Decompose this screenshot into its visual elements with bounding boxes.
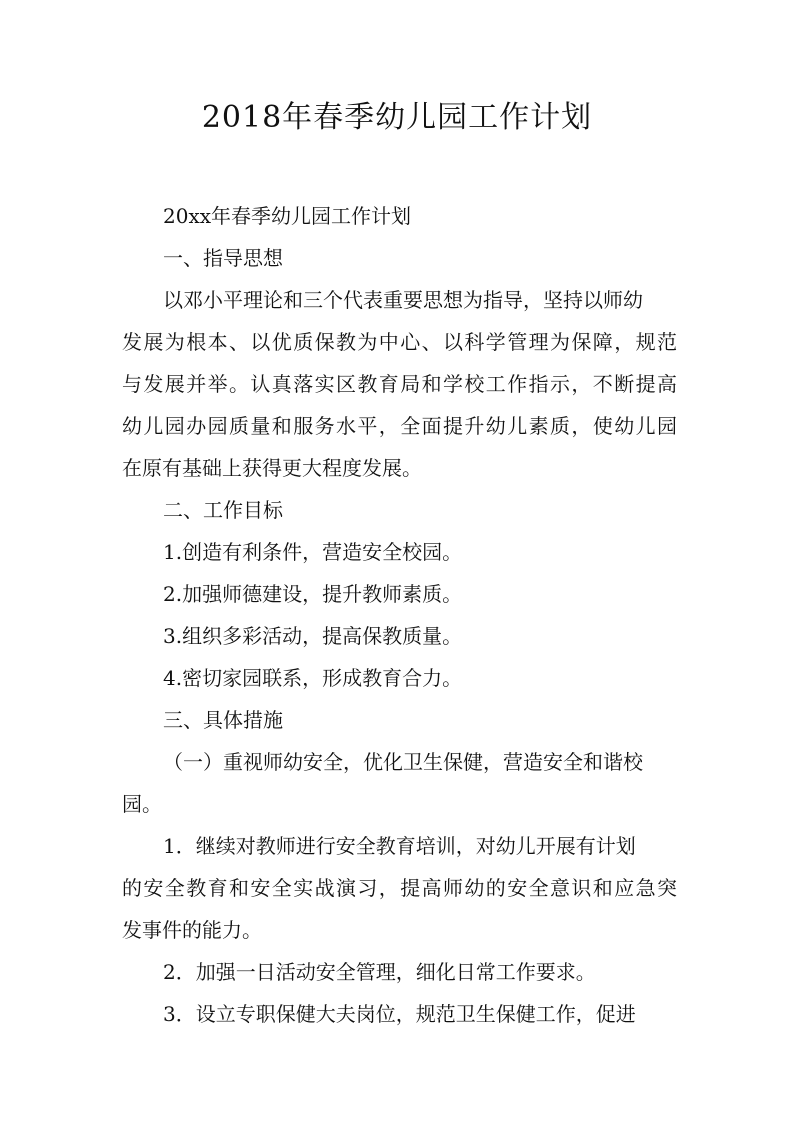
measure-item-line: 的安全教育和安全实战演习，提高师幼的安全意识和应急突 xyxy=(122,876,677,900)
goal-item: 1.创造有利条件，营造安全校园。 xyxy=(163,540,463,564)
paragraph-line: 以邓小平理论和三个代表重要思想为指导，坚持以师幼 xyxy=(163,288,643,312)
section-heading-guiding-thought: 一、指导思想 xyxy=(163,246,283,270)
subtitle-line: 20xx年春季幼儿园工作计划 xyxy=(163,204,412,228)
paragraph-line: 在原有基础上获得更大程度发展。 xyxy=(122,456,422,480)
goal-item: 4.密切家园联系，形成教育合力。 xyxy=(163,666,463,690)
measure-item-line: 发事件的能力。 xyxy=(122,918,262,942)
measure-item-line: 1．继续对教师进行安全教育培训，对幼儿开展有计划 xyxy=(163,834,636,858)
paragraph-line: 发展为根本、以优质保教为中心、以科学管理为保障，规范 xyxy=(122,330,677,354)
measure-item-line: 3．设立专职保健大夫岗位，规范卫生保健工作，促进 xyxy=(163,1002,636,1026)
goal-item: 3.组织多彩活动，提高保教质量。 xyxy=(163,624,463,648)
subsection-heading-continued: 园。 xyxy=(122,792,162,816)
section-heading-measures: 三、具体措施 xyxy=(163,708,283,732)
paragraph-line: 与发展并举。认真落实区教育局和学校工作指示，不断提高 xyxy=(122,372,677,396)
goal-item: 2.加强师德建设，提升教师素质。 xyxy=(163,582,463,606)
document-title: 2018年春季幼儿园工作计划 xyxy=(201,100,593,135)
section-heading-work-goals: 二、工作目标 xyxy=(163,498,283,522)
measure-item-line: 2．加强一日活动安全管理，细化日常工作要求。 xyxy=(163,960,596,984)
paragraph-line: 幼儿园办园质量和服务水平，全面提升幼儿素质，使幼儿园 xyxy=(122,414,677,438)
subsection-heading: （一）重视师幼安全，优化卫生保健，营造安全和谐校 xyxy=(163,750,643,774)
